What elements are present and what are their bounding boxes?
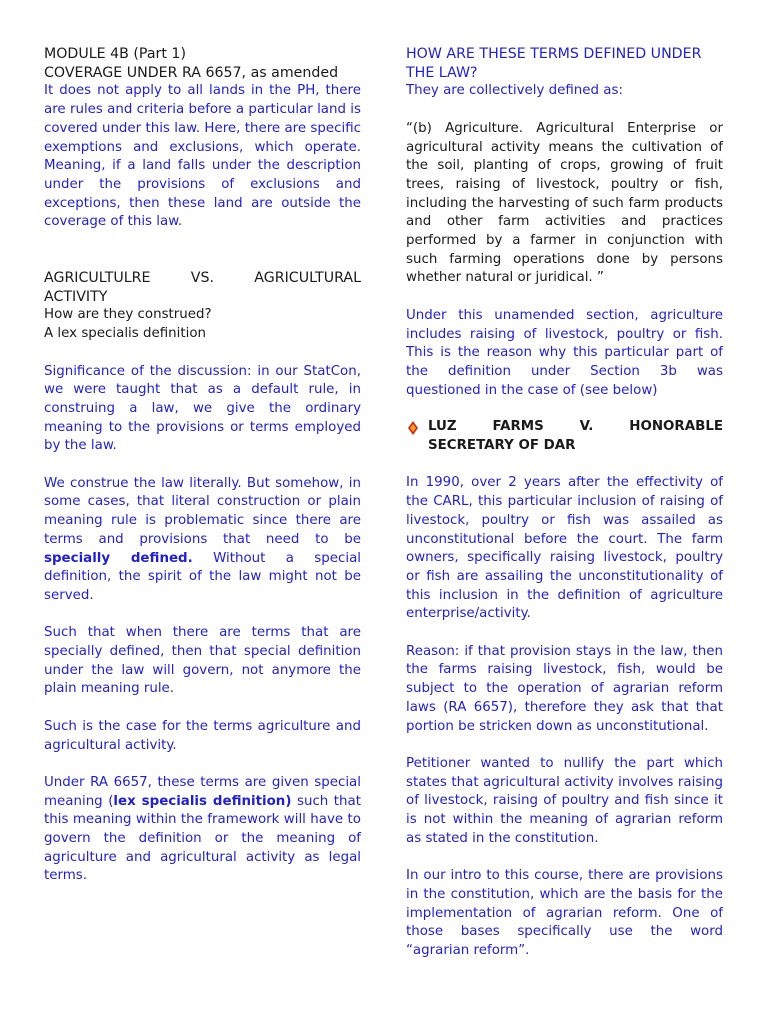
- module-title: [44, 45, 361, 64]
- terms-case-paragraph: Such is the case for the terms agriculture and agricultural activity.: [44, 718, 361, 753]
- construed-question: How are they construed?: [44, 307, 212, 323]
- definition-question-heading: HOW ARE THESE TERMS DEFINED UNDER THE LAW?: [406, 46, 702, 81]
- coverage-title-line2: COVERAGE UNDER RA 6657, as amended: [44, 64, 339, 81]
- ra6657-text-b: such that this meaning within the framework will have to govern the definition or the meaning of agriculture and agricultural activity as legal terms.: [44, 793, 361, 884]
- lex-specialis-answer: A lex specialis definition: [44, 326, 207, 342]
- right-column: [406, 45, 723, 961]
- case-title: [426, 418, 723, 455]
- module-title-line1: MODULE 4B (Part 1): [44, 46, 186, 62]
- literal-construction-paragraph: [44, 475, 361, 606]
- literal-text-b: Without a special definition, the spirit of the law might not be served.: [44, 550, 361, 603]
- agriculture-heading: [44, 269, 361, 306]
- agriculture-quote: “(b) Agriculture. Agricultural Enterprise or agricultural activity means the cultivation of the soil, planting of crops, growing of fruit trees, raising of livestock, poultry or fish, including the harvesting of such farm products and other farm activities and practices performed by a farmer in conjunction with such farming operations done by persons whether natural or juridical. ”: [406, 120, 723, 286]
- case-heading: [406, 418, 723, 455]
- case-title-line1: LUZ FARMS V. HONORABLE: [428, 419, 723, 435]
- ra6657-paragraph: [44, 774, 361, 886]
- unamended-section-paragraph: Under this unamended section, agriculture includes raising of livestock, poultry or fish. This is the reason why this particular part of the definition under Section 3b was questioned in the case of (see below): [406, 307, 723, 398]
- ra6657-text-a: Under RA 6657, these terms are given special meaning (: [44, 774, 361, 809]
- literal-text-a: We construe the law literally. But somehow, in some cases, that literal construction or plain meaning rule is problematic since there are terms and provisions that need to be: [44, 475, 361, 547]
- left-column: [44, 45, 361, 886]
- special-definition-paragraph: Such that when there are terms that are specially defined, then that special definition under the law will govern, not anymore the plain meaning rule.: [44, 625, 361, 697]
- significance-paragraph: Significance of the discussion: in our StatCon, we were taught that as a default rule, in construing a law, we give the ordinary meaning to the provisions or terms employed by the law.: [44, 363, 361, 454]
- carl-1990-paragraph: In 1990, over 2 years after the effectivity of the CARL, this particular inclusion of raising of livestock, poultry or fish was assailed as unconstitutional before the court. The farm owners, specifically raising livestock, poultry or fish are assailing the unconstitutionality of this inclusion in the definition of agriculture enterprise/activity.: [406, 475, 723, 622]
- agriculture-heading-line2: ACTIVITY: [44, 288, 108, 305]
- reason-paragraph: Reason: if that provision stays in the law, then the farms raising livestock, fish, would be subject to the operation of agrarian reform laws (RA 6657), therefore they ask that that portion be stricken down as unconstitutional.: [406, 643, 723, 734]
- case-title-line2: SECRETARY OF DAR: [428, 438, 576, 454]
- petitioner-paragraph: Petitioner wanted to nullify the part which states that agricultural activity involves raising of livestock, raising of poultry and fish since it is not within the meaning of agrarian reform as stated in the constitution.: [406, 755, 723, 846]
- lex-specialis-emphasis: lex specialis definition): [113, 793, 292, 809]
- agriculture-heading-line1: AGRICULTULRE VS. AGRICULTURAL: [44, 270, 361, 287]
- course-intro-paragraph: In our intro to this course, there are provisions in the constitution, which are the basis for the implementation of agrarian reform. One of those bases specifically use the word “agrarian reform”.: [406, 868, 723, 958]
- specially-defined-emphasis: specially defined.: [44, 550, 193, 566]
- collective-definition-line: They are collectively defined as:: [406, 83, 623, 99]
- coverage-title: [44, 64, 361, 83]
- red-diamond-arrow-bullet-icon: [406, 418, 426, 436]
- intro-paragraph: It does not apply to all lands in the PH, there are rules and criteria before a particular land is covered under this law. Here, there are specific exemptions and exclusions, which operate. Meaning, if a land falls under the description under the provisions of exclusions and exceptions, then these land are outside the coverage of this law.: [44, 83, 361, 230]
